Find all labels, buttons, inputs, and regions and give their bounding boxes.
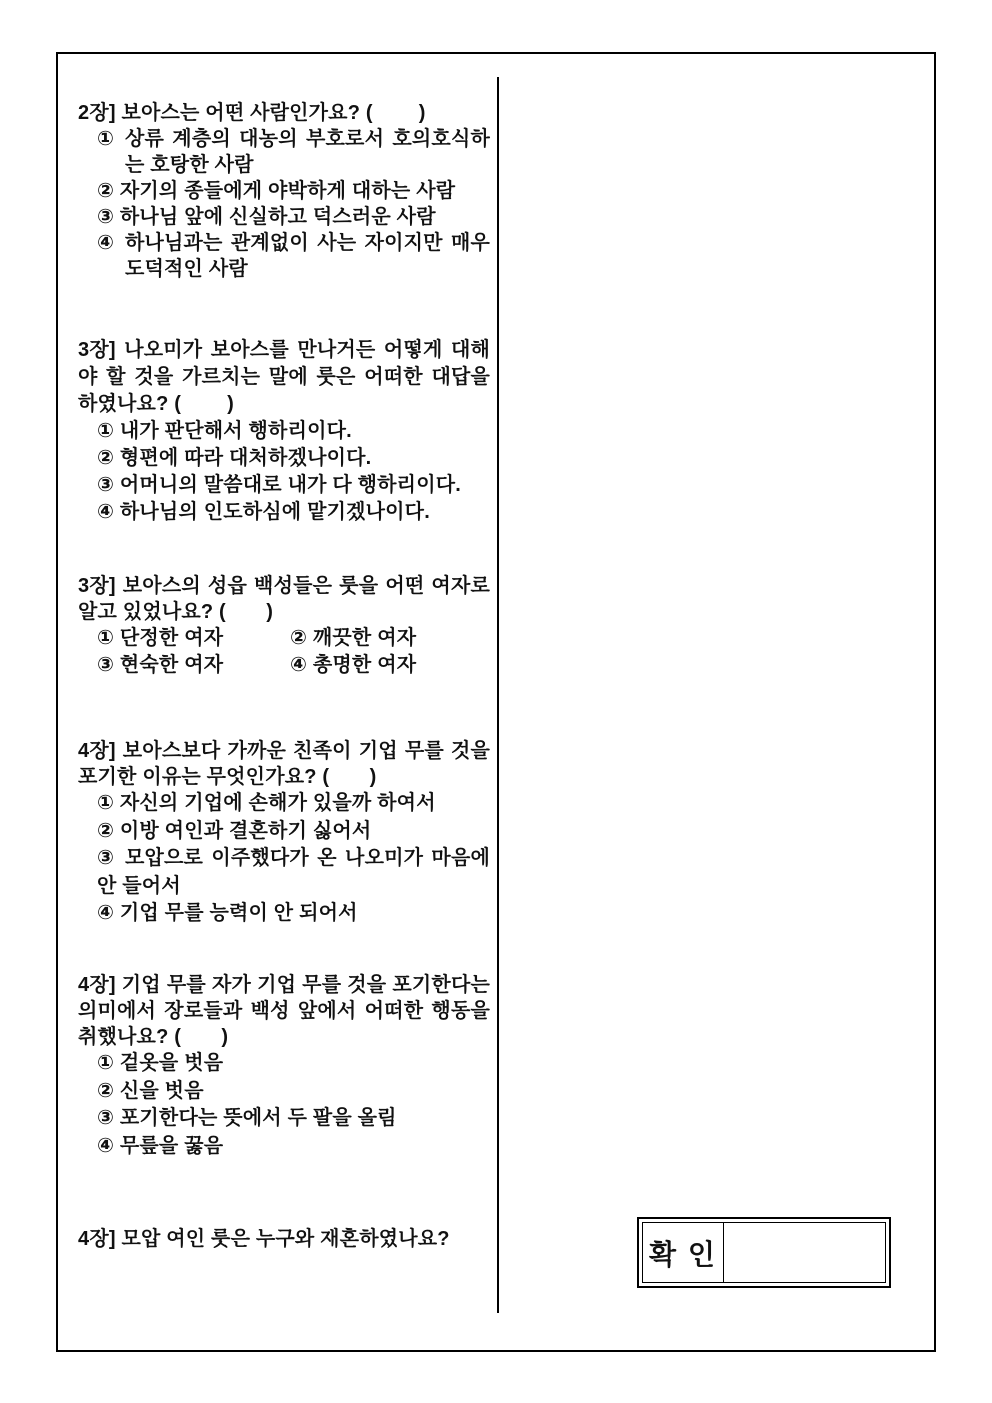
question-block-1 (78, 100, 490, 282)
option: ② 이방 여인과 결혼하기 싫어서 (97, 819, 372, 842)
column-divider (497, 77, 499, 1313)
question-options (97, 625, 490, 679)
option: ④ 기업 무를 능력이 안 되어서 (97, 902, 358, 924)
option: ① 내가 판단해서 행하리이다. (97, 420, 352, 442)
question-prompt: 4장] 기업 무를 자가 기업 무를 것을 포기한다는 의미에서 장로들과 백성 앞에서 어떠한 행동을 취했나요? ( ) (78, 974, 490, 1048)
confirm-box-inner (642, 1222, 886, 1283)
option: ③ 모압으로 이주했다가 온 나오미가 마음에 안 들어서 (97, 847, 490, 897)
question-block-6 (78, 1226, 490, 1252)
option: ② 자기의 종들에게 야박하게 대하는 사람 (97, 180, 456, 202)
question-options (97, 790, 490, 928)
option: ③ 어머니의 말씀대로 내가 다 행하리이다. (97, 474, 461, 496)
option: ① 단정한 여자 (97, 627, 224, 649)
option: ① 자신의 기업에 손해가 있을까 하여서 (97, 792, 436, 814)
option: ① 겉옷을 벗음 (97, 1052, 224, 1074)
option: ③ 포기한다는 뜻에서 두 팔을 올림 (97, 1107, 397, 1129)
worksheet-sheet (56, 52, 936, 1352)
question-prompt: 3장] 보아스의 성읍 백성들은 룻을 어떤 여자로 알고 있었나요? ( ) (78, 575, 490, 623)
question-prompt: 4장] 보아스보다 가까운 친족이 기업 무를 것을 포기한 이유는 무엇인가요? ( ) (78, 740, 490, 788)
question-prompt: 2장] 보아스는 어떤 사람인가요? ( ) (78, 102, 426, 124)
option: ③ 하나님 앞에 신실하고 덕스러운 사람 (97, 206, 436, 228)
option: ④ 무릎을 꿇음 (97, 1134, 224, 1157)
question-prompt: 4장] 모압 여인 룻은 누구와 재혼하였나요? (78, 1228, 450, 1250)
confirm-signature-area (724, 1223, 885, 1282)
option: ④ 하나님의 인도하심에 맡기겠나이다. (97, 501, 430, 523)
option: ② 형편에 따라 대처하겠나이다. (97, 447, 372, 469)
question-options (97, 418, 490, 526)
confirm-label: 확 인 (643, 1223, 724, 1282)
option: ④ 하나님과는 관계없이 사는 자이지만 매우 도덕적인 사람 (97, 232, 490, 280)
question-block-2 (78, 337, 490, 526)
question-block-4 (78, 738, 490, 928)
question-block-3 (78, 573, 490, 679)
question-options (97, 1050, 490, 1160)
option: ③ 현숙한 여자 (97, 654, 224, 676)
option: ② 깨끗한 여자 (290, 627, 417, 649)
option: ④ 총명한 여자 (290, 654, 417, 676)
question-prompt: 3장] 나오미가 보아스를 만나거든 어떻게 대해야 할 것을 가르치는 말에 룻은 어떠한 대답을 하였나요? ( ) (78, 339, 490, 415)
question-block-5 (78, 972, 490, 1160)
confirm-box (637, 1217, 891, 1288)
option: ② 신을 벗음 (97, 1079, 204, 1102)
option: ① 상류 계층의 대농의 부호로서 호의호식하는 호탕한 사람 (97, 128, 490, 176)
question-options (97, 126, 490, 282)
